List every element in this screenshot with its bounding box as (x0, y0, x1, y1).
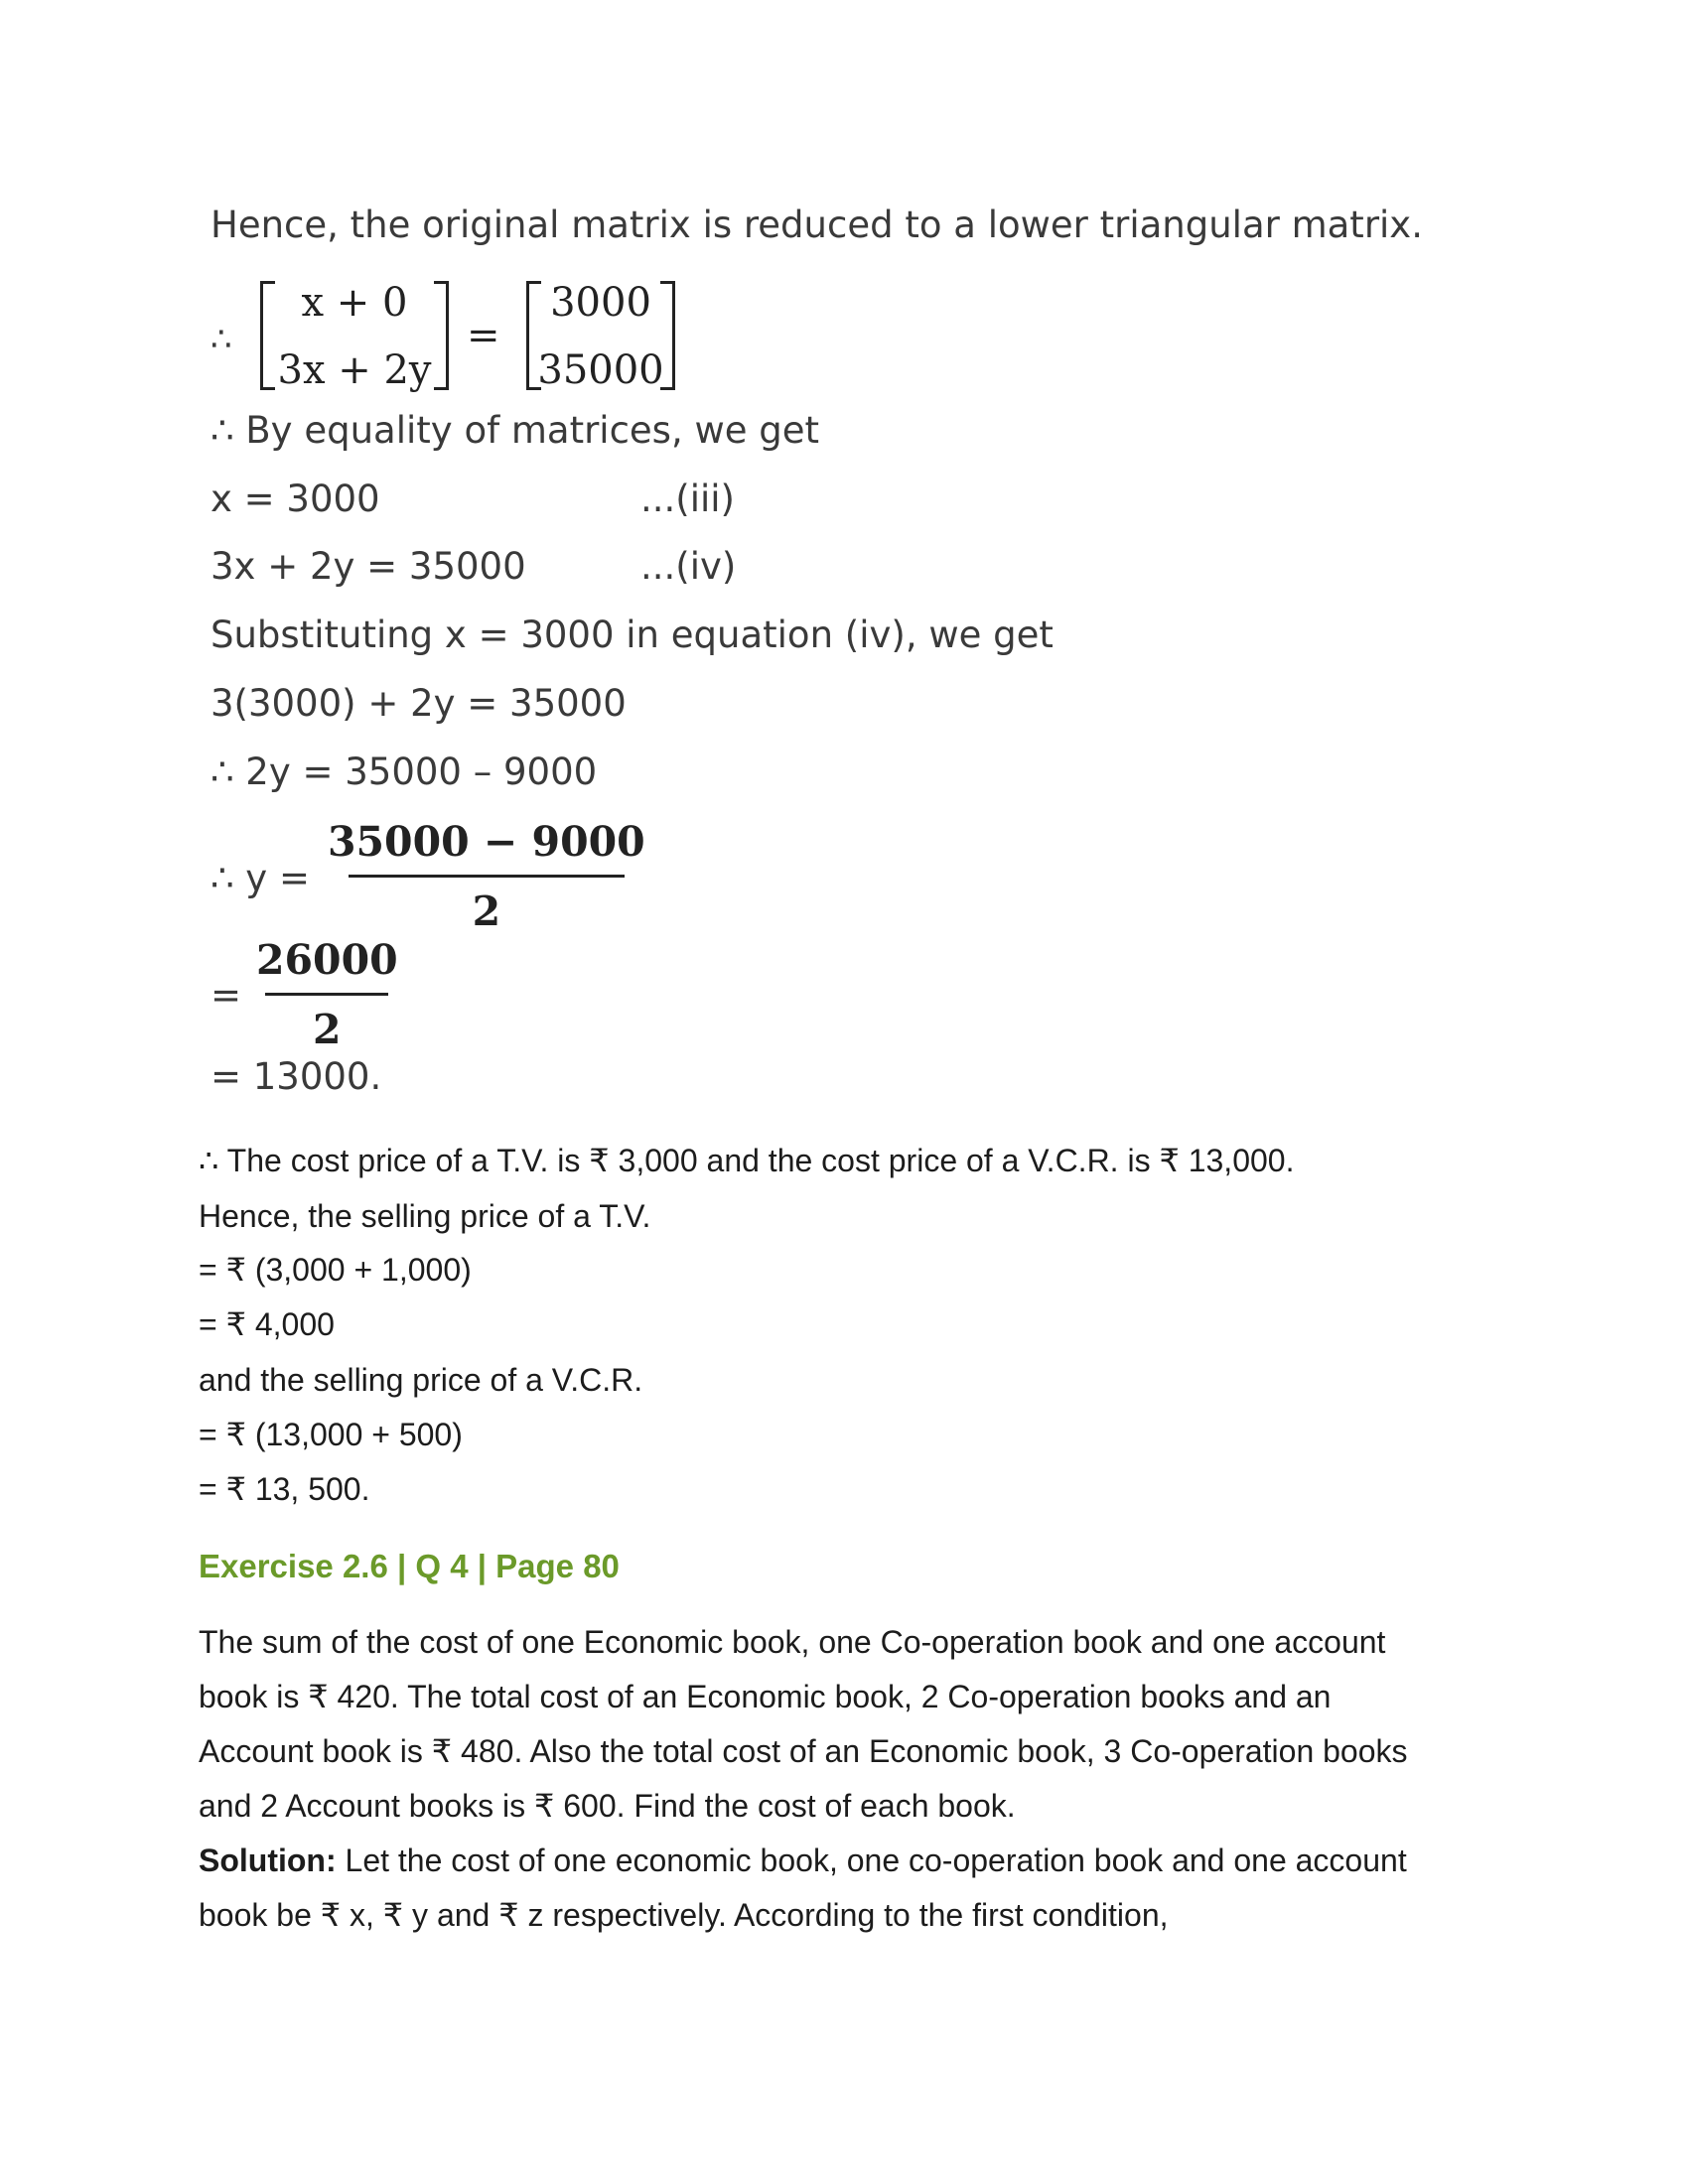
step-3-numerator: 35000 − 9000 (328, 818, 645, 866)
step-4-denominator: 2 (313, 1006, 342, 1053)
question-line-3: Account book is ₹ 480. Also the total cost of an Economic book, 3 Co-operation books (199, 1733, 1408, 1769)
question-line-2: book is ₹ 420. The total cost of an Economic book, 2 Co-operation books and an (199, 1679, 1332, 1714)
answer-line-3: = ₹ (3,000 + 1,000) (199, 1252, 472, 1288)
matrix-equals: = (467, 313, 500, 358)
solution-text-1: Let the cost of one economic book, one co-operation book and one account (336, 1843, 1407, 1878)
step-4-prefix: = (211, 974, 242, 1017)
solution-line-2: book be ₹ x, ₹ y and ₹ z respectively. According to the first condition, (199, 1897, 1169, 1933)
step-4-numerator: 26000 (256, 936, 398, 984)
answer-line-1: ∴ The cost price of a T.V. is ₹ 3,000 and the cost price of a V.C.R. is ₹ 13,000. (199, 1143, 1295, 1178)
step-5: = 13000. (211, 1055, 382, 1098)
solution-label: Solution: (199, 1843, 337, 1878)
rhs-entry-1: 3000 (550, 280, 651, 326)
right-bracket (434, 281, 449, 390)
exercise-heading: Exercise 2.6 | Q 4 | Page 80 (199, 1548, 620, 1584)
lhs-entry-1: x + 0 (301, 280, 408, 326)
step-1: 3(3000) + 2y = 35000 (211, 682, 627, 725)
fraction-bar (349, 875, 625, 878)
step-3-denominator: 2 (472, 887, 501, 935)
equation-iii: x = 3000 (211, 478, 380, 520)
equation-iii-tag: ...(iii) (640, 478, 735, 520)
left-bracket (260, 281, 275, 390)
right-bracket (660, 281, 675, 390)
step-4-fraction (256, 936, 398, 1053)
answer-line-4: = ₹ 4,000 (199, 1306, 335, 1342)
answer-line-7: = ₹ 13, 500. (199, 1471, 370, 1507)
therefore-symbol: ∴ (211, 320, 232, 359)
question-line-4: and 2 Account books is ₹ 600. Find the cost of each book. (199, 1788, 1016, 1824)
substituting-line: Substituting x = 3000 in equation (iv), we get (211, 614, 1054, 656)
equality-line: ∴ By equality of matrices, we get (211, 409, 820, 452)
solution-line-1 (199, 1844, 1407, 1876)
left-bracket (526, 281, 541, 390)
fraction-bar (265, 993, 388, 996)
lhs-entry-2: 3x + 2y (277, 347, 432, 393)
answer-line-5: and the selling price of a V.C.R. (199, 1362, 643, 1398)
equation-iv: 3x + 2y = 35000 (211, 545, 526, 588)
answer-line-2: Hence, the selling price of a T.V. (199, 1198, 651, 1234)
lhs-matrix (260, 280, 449, 393)
rhs-matrix (526, 280, 675, 393)
rhs-entry-2: 35000 (537, 347, 664, 393)
equation-iv-tag: ...(iv) (640, 545, 737, 588)
question-line-1: The sum of the cost of one Economic book, one Co-operation book and one account (199, 1624, 1386, 1660)
reduced-statement: Hence, the original matrix is reduced to a lower triangular matrix. (211, 204, 1423, 246)
step-3-prefix: ∴ y = (211, 857, 310, 899)
step-2: ∴ 2y = 35000 – 9000 (211, 751, 598, 793)
answer-line-6: = ₹ (13,000 + 500) (199, 1417, 463, 1452)
step-3-fraction (328, 818, 645, 935)
